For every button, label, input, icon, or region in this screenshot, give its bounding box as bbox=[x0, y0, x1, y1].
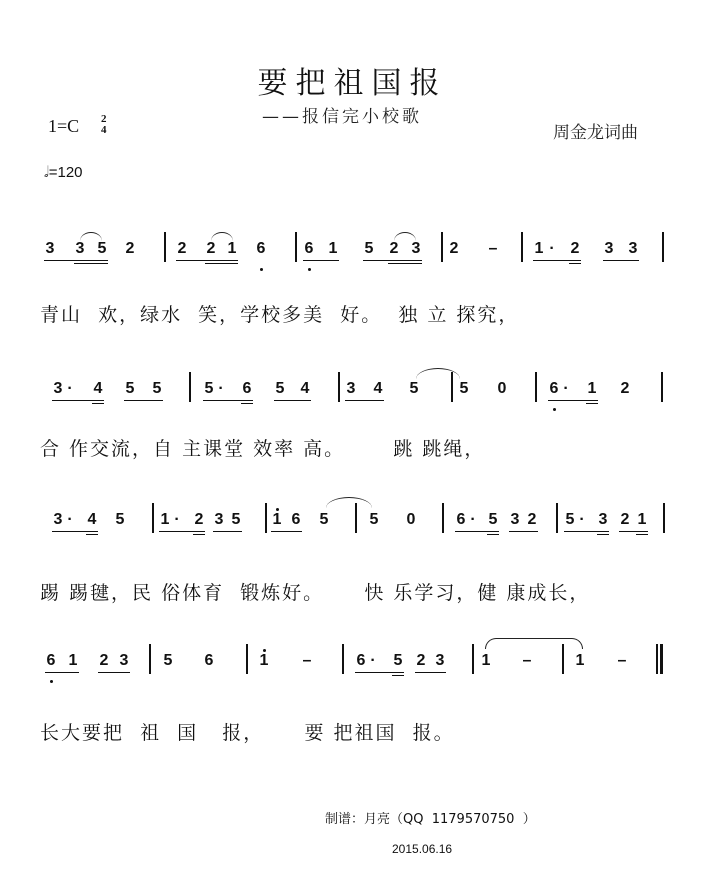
song-subtitle: ——报信完小校歌 bbox=[262, 107, 422, 127]
tie bbox=[485, 638, 583, 649]
note: 4 bbox=[373, 380, 383, 397]
note: 5 bbox=[319, 511, 329, 528]
beam bbox=[176, 260, 238, 261]
lyrics-line-2: 合 作交流，自 主课堂 效率 高。 跳 跳绳， bbox=[40, 438, 486, 460]
note: 3 bbox=[510, 511, 520, 528]
composer-credit: 周金龙词曲 bbox=[553, 123, 638, 143]
beam bbox=[455, 531, 499, 532]
note: 2 bbox=[570, 240, 580, 257]
tie bbox=[416, 368, 460, 379]
bar-line bbox=[152, 503, 154, 533]
beam bbox=[533, 260, 581, 261]
lower-octave-dot bbox=[553, 408, 556, 411]
note: 5 bbox=[565, 511, 575, 528]
time-signature bbox=[101, 114, 107, 135]
bar-line bbox=[295, 232, 297, 262]
note: 6 bbox=[204, 652, 214, 669]
note: 2 bbox=[527, 511, 537, 528]
note: 5 bbox=[231, 511, 241, 528]
augmentation-dot: · bbox=[370, 652, 376, 669]
beam bbox=[92, 403, 104, 404]
bar-line bbox=[355, 503, 357, 533]
beam bbox=[271, 531, 302, 532]
note: 5 bbox=[97, 240, 107, 257]
note: 3 bbox=[435, 652, 445, 669]
final-bar-line-thin bbox=[656, 644, 658, 674]
beam bbox=[213, 531, 242, 532]
note: 1 bbox=[575, 652, 585, 669]
note: 5 bbox=[152, 380, 162, 397]
note: 3 bbox=[214, 511, 224, 528]
note: 3 bbox=[604, 240, 614, 257]
note: 2 bbox=[99, 652, 109, 669]
tempo-marking bbox=[44, 164, 83, 181]
augmentation-dot: · bbox=[67, 380, 73, 397]
beam bbox=[205, 263, 238, 264]
beam bbox=[388, 263, 422, 264]
beam bbox=[487, 534, 499, 535]
key-signature: 1=C bbox=[48, 116, 80, 136]
note: 3 bbox=[53, 380, 63, 397]
note: 3 bbox=[75, 240, 85, 257]
note-high: 1 bbox=[259, 652, 269, 669]
note: 3 bbox=[53, 511, 63, 528]
augmentation-dot: · bbox=[218, 380, 224, 397]
beam bbox=[603, 260, 639, 261]
upper-octave-dot bbox=[263, 649, 266, 652]
notation-line-4 bbox=[0, 652, 705, 692]
beam bbox=[548, 400, 598, 401]
note: 4 bbox=[300, 380, 310, 397]
upper-octave-dot bbox=[276, 508, 279, 511]
bar-line bbox=[535, 372, 537, 402]
beam bbox=[203, 400, 253, 401]
beam bbox=[597, 534, 609, 535]
note: 6 bbox=[549, 380, 559, 397]
note: 5 bbox=[409, 380, 419, 397]
note: 2 bbox=[416, 652, 426, 669]
bar-line bbox=[442, 503, 444, 533]
note: 6 bbox=[256, 240, 266, 257]
dash: – bbox=[617, 652, 627, 669]
augmentation-dot: · bbox=[563, 380, 569, 397]
beam bbox=[124, 400, 163, 401]
notation-line-1 bbox=[0, 240, 705, 280]
augmentation-dot: · bbox=[549, 240, 555, 257]
beam bbox=[363, 260, 422, 261]
beam bbox=[159, 531, 205, 532]
bar-line bbox=[556, 503, 558, 533]
note: 6 bbox=[291, 511, 301, 528]
note: 5 bbox=[163, 652, 173, 669]
beam bbox=[44, 260, 108, 261]
beam bbox=[74, 263, 108, 264]
bar-line bbox=[472, 644, 474, 674]
note: 6 bbox=[304, 240, 314, 257]
beam bbox=[52, 531, 98, 532]
note: 4 bbox=[93, 380, 103, 397]
time-signature-bottom: 4 bbox=[101, 124, 107, 136]
note: 5 bbox=[115, 511, 125, 528]
beam bbox=[86, 534, 98, 535]
lower-octave-dot bbox=[260, 268, 263, 271]
note: 3 bbox=[628, 240, 638, 257]
notation-line-2 bbox=[0, 380, 705, 420]
beam bbox=[345, 400, 384, 401]
note: 5 bbox=[393, 652, 403, 669]
slur bbox=[211, 232, 233, 241]
note: 5 bbox=[369, 511, 379, 528]
beam bbox=[636, 534, 648, 535]
bar-line bbox=[342, 644, 344, 674]
note: 0 bbox=[406, 511, 416, 528]
note: 1 bbox=[227, 240, 237, 257]
augmentation-dot: · bbox=[174, 511, 180, 528]
beam bbox=[509, 531, 538, 532]
beam bbox=[586, 403, 598, 404]
time-signature-top: 2 bbox=[101, 113, 107, 125]
dash: – bbox=[302, 652, 312, 669]
beam bbox=[241, 403, 253, 404]
augmentation-dot: · bbox=[67, 511, 73, 528]
half-note-icon: 𝅗𝅥 bbox=[44, 164, 49, 181]
beam bbox=[415, 672, 446, 673]
note: 5 bbox=[488, 511, 498, 528]
note: 5 bbox=[275, 380, 285, 397]
note: 2 bbox=[620, 511, 630, 528]
note: 1 bbox=[587, 380, 597, 397]
beam bbox=[392, 675, 404, 676]
transcriber-credit: 制谱：月亮（QQ 1179570750 ） bbox=[325, 812, 536, 827]
bar-line bbox=[663, 503, 665, 533]
slur bbox=[80, 232, 102, 241]
note: 2 bbox=[449, 240, 459, 257]
note: 6 bbox=[356, 652, 366, 669]
beam bbox=[569, 263, 581, 264]
note: 2 bbox=[177, 240, 187, 257]
tempo-value: =120 bbox=[48, 164, 83, 181]
bar-line bbox=[562, 644, 564, 674]
lyrics-line-4: 长大要把 祖 国 报， 要 把祖国 报。 bbox=[40, 722, 455, 744]
note: 1 bbox=[481, 652, 491, 669]
augmentation-dot: · bbox=[579, 511, 585, 528]
bar-line bbox=[521, 232, 523, 262]
note: 6 bbox=[242, 380, 252, 397]
slur bbox=[394, 232, 416, 241]
note: 1 bbox=[637, 511, 647, 528]
note: 2 bbox=[389, 240, 399, 257]
note: 4 bbox=[87, 511, 97, 528]
beam bbox=[355, 672, 404, 673]
note: 1 bbox=[68, 652, 78, 669]
note-high: 1 bbox=[272, 511, 282, 528]
song-title: 要把祖国报 bbox=[257, 66, 448, 101]
transcription-date: 2015.06.16 bbox=[392, 842, 453, 856]
bar-line bbox=[441, 232, 443, 262]
note: 5 bbox=[459, 380, 469, 397]
beam bbox=[52, 400, 104, 401]
note: 5 bbox=[204, 380, 214, 397]
bar-line bbox=[265, 503, 267, 533]
note: 3 bbox=[346, 380, 356, 397]
bar-line bbox=[661, 372, 663, 402]
beam bbox=[303, 260, 339, 261]
lyrics-line-3: 踢 踢毽，民 俗体育 锻炼好。 快 乐学习，健 康成长， bbox=[40, 582, 591, 604]
bar-line bbox=[451, 372, 453, 402]
lower-octave-dot bbox=[308, 268, 311, 271]
final-bar-line-thick bbox=[660, 644, 663, 674]
note: 1 bbox=[534, 240, 544, 257]
dash: – bbox=[522, 652, 532, 669]
bar-line bbox=[246, 644, 248, 674]
note: 3 bbox=[119, 652, 129, 669]
note: 0 bbox=[497, 380, 507, 397]
beam bbox=[98, 672, 130, 673]
bar-line bbox=[662, 232, 664, 262]
notation-line-3 bbox=[0, 511, 705, 551]
bar-line bbox=[149, 644, 151, 674]
beam bbox=[45, 672, 79, 673]
note: 2 bbox=[620, 380, 630, 397]
bar-line bbox=[338, 372, 340, 402]
augmentation-dot: · bbox=[470, 511, 476, 528]
bar-line bbox=[164, 232, 166, 262]
note: 2 bbox=[194, 511, 204, 528]
note: 3 bbox=[598, 511, 608, 528]
dash: – bbox=[488, 240, 498, 257]
note: 1 bbox=[160, 511, 170, 528]
note: 5 bbox=[125, 380, 135, 397]
beam bbox=[193, 534, 205, 535]
note: 5 bbox=[364, 240, 374, 257]
note: 2 bbox=[125, 240, 135, 257]
note: 3 bbox=[411, 240, 421, 257]
note: 3 bbox=[45, 240, 55, 257]
note: 6 bbox=[46, 652, 56, 669]
note: 1 bbox=[328, 240, 338, 257]
beam bbox=[564, 531, 609, 532]
note: 2 bbox=[206, 240, 216, 257]
lower-octave-dot bbox=[50, 680, 53, 683]
bar-line bbox=[189, 372, 191, 402]
lyrics-line-1: 青山 欢，绿水 笑，学校多美 好。 独 立 探究， bbox=[40, 304, 520, 326]
beam bbox=[619, 531, 648, 532]
tie bbox=[326, 497, 372, 508]
beam bbox=[274, 400, 311, 401]
note: 6 bbox=[456, 511, 466, 528]
